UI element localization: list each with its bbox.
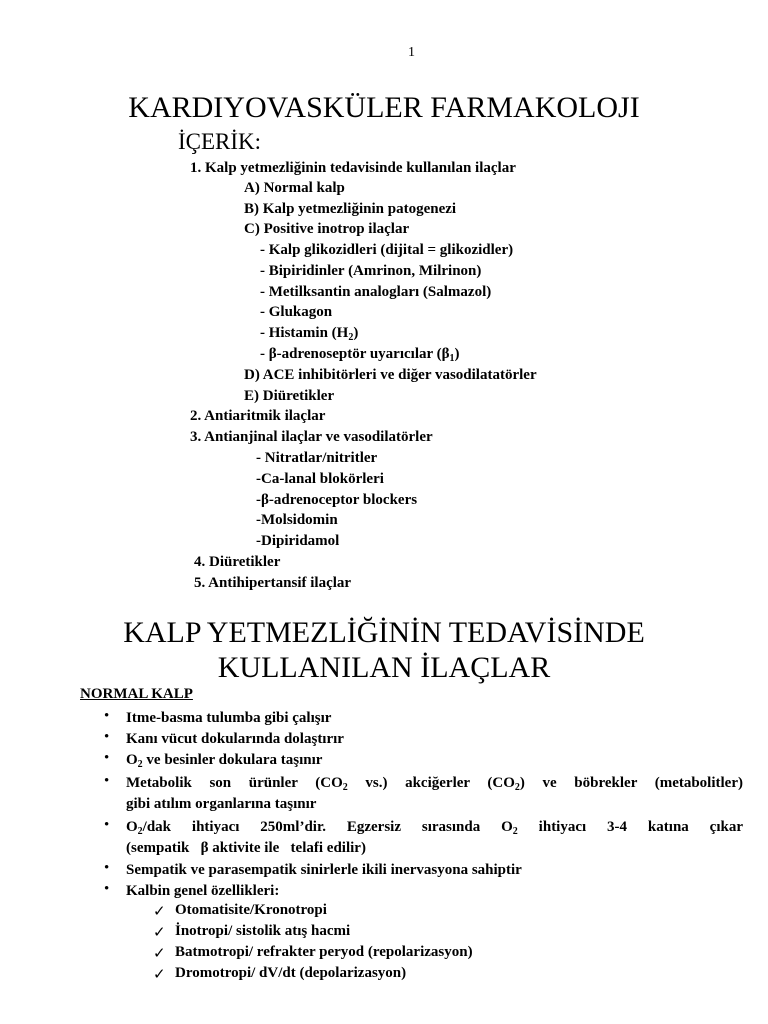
toc-item: 2. Antiaritmik ilaçlar — [190, 408, 326, 424]
page-number: 1 — [408, 45, 415, 60]
toc-item: E) Diüretikler — [244, 388, 335, 404]
bullet-text-part: O — [126, 752, 138, 768]
toc-item: 4. Diüretikler — [194, 554, 281, 570]
bullet-text: Kanı vücut dokularında dolaştırır — [126, 731, 344, 747]
contents-heading: İÇERİK: — [178, 129, 262, 154]
bullet-text-part: /dak ihtiyacı 250ml’dir. Egzersiz sırasında O — [142, 819, 513, 835]
bullet-text-continuation: gibi atılım organlarına taşınır — [126, 796, 317, 812]
section-title-line2: KULLANILAN İLAÇLAR — [217, 651, 551, 684]
check-item: Otomatisite/Kronotropi — [175, 902, 327, 918]
bullet-text-part: O — [126, 819, 138, 835]
subscript: 2 — [512, 826, 518, 837]
toc-item: 5. Antihipertansif ilaçlar — [194, 575, 352, 591]
toc-item — [260, 344, 460, 364]
bullet-text: Sempatik ve parasempatik sinirlerle ikili inervasyona sahiptir — [126, 862, 522, 878]
bullet-text — [126, 773, 743, 793]
toc-item: -Molsidomin — [256, 512, 338, 528]
toc-item: - Nitratlar/nitritler — [256, 450, 378, 466]
toc-item-text: - Histamin (H — [260, 325, 349, 341]
bullet-text — [126, 817, 743, 837]
toc-item-after: ) — [454, 346, 460, 362]
toc-item: - Metilksantin analogları (Salmazol) — [260, 284, 492, 300]
checkmark-icon: ✓ — [153, 967, 166, 983]
toc-item: -β-adrenoceptor blockers — [256, 492, 418, 508]
toc-item-sub: 1 — [449, 353, 455, 364]
toc-item: B) Kalp yetmezliğinin patogenezi — [244, 201, 457, 217]
toc-item: - Glukagon — [260, 304, 333, 320]
toc-item-sub: 2 — [348, 332, 354, 343]
toc-item-text: - β-adrenoseptör uyarıcılar (β — [260, 346, 450, 362]
toc-item: -Dipiridamol — [256, 533, 340, 549]
bullet-icon: • — [104, 817, 110, 833]
bullet-text-part: Metabolik son ürünler (CO — [126, 775, 343, 791]
bullet-text-part: vs.) akciğerler (CO — [347, 775, 515, 791]
bullet-text-part: ve besinler dokulara taşınır — [142, 752, 323, 768]
bullet-text-part: ) ve böbrekler (metabolitler) — [519, 775, 743, 791]
toc-item-after: ) — [353, 325, 359, 341]
checkmark-icon: ✓ — [153, 904, 166, 920]
bullet-text: Itme-basma tulumba gibi çalışır — [126, 710, 332, 726]
subscript: 2 — [137, 759, 143, 770]
toc-item: C) Positive inotrop ilaçlar — [244, 221, 410, 237]
subscript: 2 — [137, 826, 143, 837]
subsection-heading: NORMAL KALP — [80, 686, 193, 702]
toc-item: - Kalp glikozidleri (dijital = glikozidler) — [260, 242, 514, 258]
toc-item: A) Normal kalp — [244, 180, 345, 196]
toc-item: - Bipiridinler (Amrinon, Milrinon) — [260, 263, 482, 279]
subscript: 2 — [514, 782, 520, 793]
bullet-text-continuation: (sempatik β aktivite ile telafi edilir) — [126, 840, 366, 856]
toc-item — [260, 323, 358, 343]
document-title: KARDIYOVASKÜLER FARMAKOLOJI — [128, 91, 640, 124]
toc-item: D) ACE inhibitörleri ve diğer vasodilatatörler — [244, 367, 537, 383]
check-item: Dromotropi/ dV/dt (depolarizasyon) — [175, 965, 407, 981]
checkmark-icon: ✓ — [153, 946, 166, 962]
toc-item: -Ca-lanal blokörleri — [256, 471, 384, 487]
checkmark-icon: ✓ — [153, 925, 166, 941]
section-title-line1: KALP YETMEZLİĞİNİN TEDAVİSİNDE — [123, 616, 645, 649]
bullet-icon: • — [104, 750, 110, 766]
subscript: 2 — [342, 782, 348, 793]
bullet-icon: • — [104, 860, 110, 876]
bullet-icon: • — [104, 773, 110, 789]
check-item: Batmotropi/ refrakter peryod (repolarizasyon) — [175, 944, 473, 960]
bullet-text — [126, 750, 322, 770]
bullet-text: Kalbin genel özellikleri: — [126, 883, 280, 899]
bullet-icon: • — [104, 708, 110, 724]
bullet-icon: • — [104, 729, 110, 745]
bullet-text-part: ihtiyacı 3-4 katına çıkar — [517, 819, 743, 835]
toc-item: 3. Antianjinal ilaçlar ve vasodilatörler — [190, 429, 433, 445]
toc-item: 1. Kalp yetmezliğinin tedavisinde kullanılan ilaçlar — [190, 160, 516, 176]
check-item: İnotropi/ sistolik atış hacmi — [175, 923, 351, 939]
bullet-icon: • — [104, 881, 110, 897]
